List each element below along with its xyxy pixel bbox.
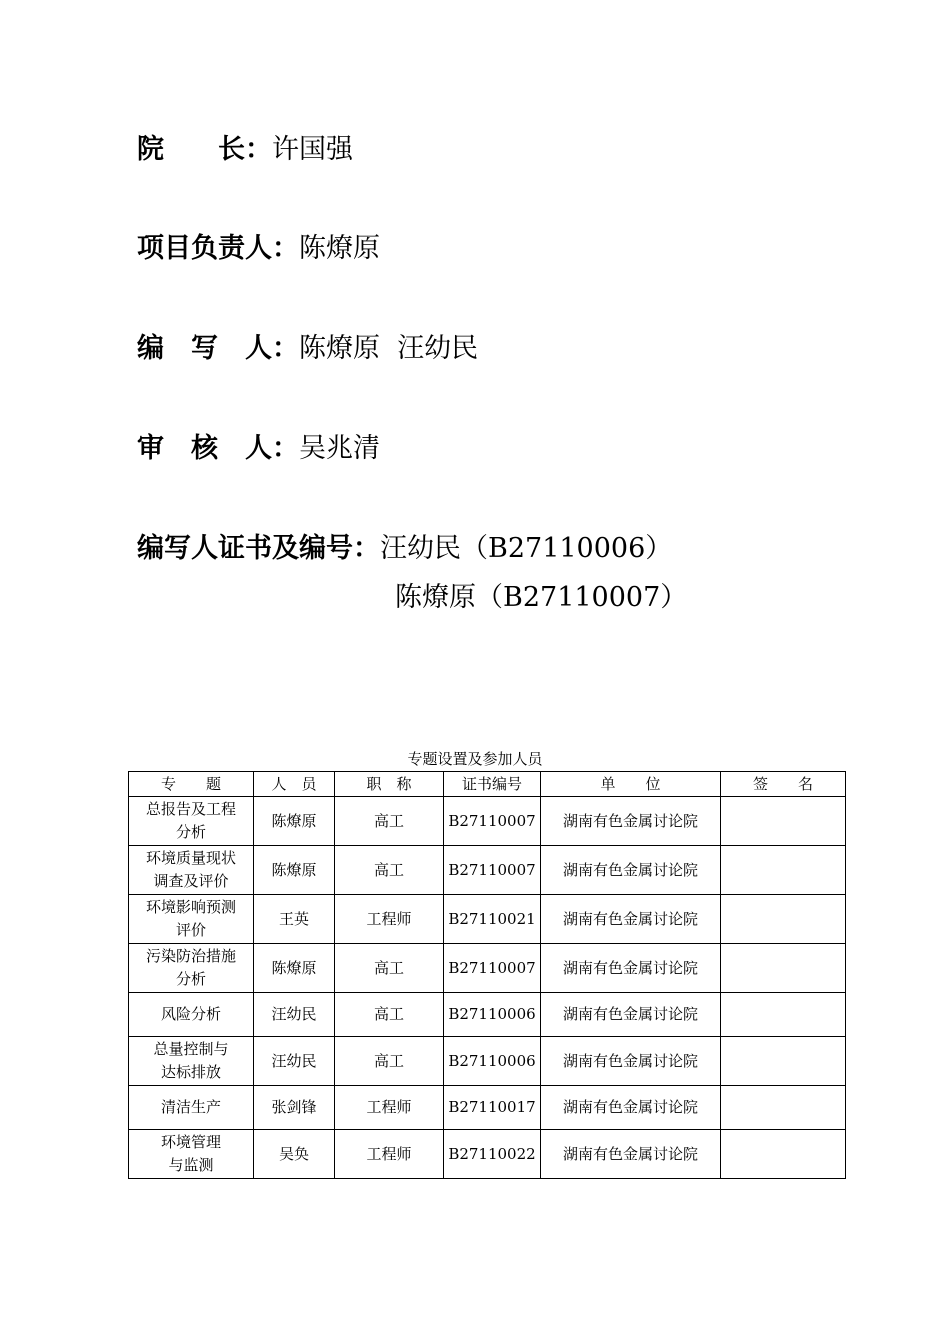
cell-title: 工程师 (335, 1086, 444, 1130)
cell-person: 陈燎原 (254, 797, 335, 846)
table-row (129, 1086, 846, 1130)
cell-person: 陈燎原 (254, 846, 335, 895)
credit-value: 吴兆清 (299, 433, 380, 464)
cell-sign (721, 993, 846, 1037)
cell-sign (721, 846, 846, 895)
cell-title: 工程师 (335, 895, 444, 944)
cell-topic: 环境影响预测 评价 (129, 895, 254, 944)
personnel-table (128, 771, 846, 1179)
cell-unit: 湖南有色金属讨论院 (541, 1086, 721, 1130)
credit-line-dean (137, 132, 353, 168)
credit-label: 项目负责人： (137, 233, 299, 264)
header-title: 职 称 (335, 772, 444, 797)
credit-label: 编写人证书及编号： (137, 533, 380, 564)
credit-label: 编 写 人： (137, 333, 299, 364)
table-row (129, 797, 846, 846)
header-unit: 单 位 (541, 772, 721, 797)
cell-sign (721, 895, 846, 944)
cell-person: 汪幼民 (254, 1037, 335, 1086)
cell-sign (721, 797, 846, 846)
cell-title: 高工 (335, 993, 444, 1037)
credit-value: 陈燎原 (299, 233, 380, 264)
cell-person: 陈燎原 (254, 944, 335, 993)
table-header-row (129, 772, 846, 797)
header-person: 人 员 (254, 772, 335, 797)
cell-title: 高工 (335, 944, 444, 993)
credit-label: 院 长： (137, 134, 272, 165)
cell-cert: B27110006 (444, 1037, 541, 1086)
cell-unit: 湖南有色金属讨论院 (541, 895, 721, 944)
cell-cert: B27110007 (444, 944, 541, 993)
credit-line-authors (137, 331, 478, 367)
cell-topic: 总量控制与 达标排放 (129, 1037, 254, 1086)
credit-line-certificates-cont (395, 580, 687, 616)
table-row (129, 846, 846, 895)
header-topic: 专 题 (129, 772, 254, 797)
cell-topic: 风险分析 (129, 993, 254, 1037)
header-sign: 签 名 (721, 772, 846, 797)
cell-person: 吴奂 (254, 1130, 335, 1179)
cell-title: 高工 (335, 846, 444, 895)
cell-title: 高工 (335, 797, 444, 846)
table-caption: 专题设置及参加人员 (407, 750, 543, 768)
table-row (129, 1130, 846, 1179)
credit-line-reviewer (137, 431, 380, 467)
cell-topic: 环境管理 与监测 (129, 1130, 254, 1179)
cell-unit: 湖南有色金属讨论院 (541, 993, 721, 1037)
credit-value: 汪幼民（B27110006） (380, 533, 673, 564)
credit-value: 许国强 (272, 134, 353, 165)
cell-unit: 湖南有色金属讨论院 (541, 1037, 721, 1086)
table-row (129, 993, 846, 1037)
cell-unit: 湖南有色金属讨论院 (541, 846, 721, 895)
cell-title: 工程师 (335, 1130, 444, 1179)
cell-person: 王英 (254, 895, 335, 944)
cell-cert: B27110007 (444, 846, 541, 895)
cell-topic: 环境质量现状 调查及评价 (129, 846, 254, 895)
cell-sign (721, 1130, 846, 1179)
cell-person: 汪幼民 (254, 993, 335, 1037)
cell-cert: B27110022 (444, 1130, 541, 1179)
cell-topic: 污染防治措施 分析 (129, 944, 254, 993)
cell-sign (721, 1086, 846, 1130)
cell-sign (721, 1037, 846, 1086)
cell-cert: B27110006 (444, 993, 541, 1037)
cell-cert: B27110017 (444, 1086, 541, 1130)
credit-line-certificates (137, 531, 672, 567)
table-row (129, 1037, 846, 1086)
credit-value: 陈燎原 汪幼民 (299, 333, 479, 364)
cell-unit: 湖南有色金属讨论院 (541, 1130, 721, 1179)
cell-topic: 总报告及工程 分析 (129, 797, 254, 846)
cell-unit: 湖南有色金属讨论院 (541, 797, 721, 846)
table-row (129, 895, 846, 944)
cell-cert: B27110021 (444, 895, 541, 944)
cell-person: 张剑锋 (254, 1086, 335, 1130)
credit-label: 审 核 人： (137, 433, 299, 464)
cell-unit: 湖南有色金属讨论院 (541, 944, 721, 993)
cell-topic: 清洁生产 (129, 1086, 254, 1130)
cell-sign (721, 944, 846, 993)
cell-cert: B27110007 (444, 797, 541, 846)
cell-title: 高工 (335, 1037, 444, 1086)
credit-line-project-lead (137, 231, 380, 267)
table-row (129, 944, 846, 993)
header-cert: 证书编号 (444, 772, 541, 797)
credit-value: 陈燎原（B27110007） (395, 582, 688, 613)
